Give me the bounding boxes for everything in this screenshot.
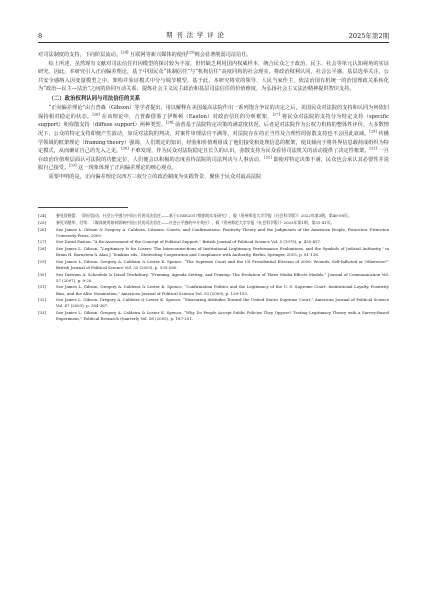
footnote-text: See James L. Gibson, “Legitimacy Is for Losers: The Interconnections of Institutional Legitimacy, Performance Evaluations, and the Symbols of Judicial Authority,” in Brian H. Bornstein & Alan J. Tomkins eds., Motivating Cooperation and Compliance with Authority, Berlin: Springer, 2015, p. 81-116.	[56, 246, 389, 258]
section-heading: （二）政治权利认同与司法信任的关系	[48, 95, 141, 102]
footnote-ref[interactable]: [29]	[369, 129, 377, 134]
running-header	[38, 32, 389, 40]
paragraph-2: 综上所述，虽然现有文献对司法信任归因模型的探讨较为丰富，但仍缺乏利用国内权威样本，统合民众之于政治、民主、社会等单元认知视角的实证研究。因此，本研究引入正向偏差理论，基于中国民众“体制信任”与“机构信任”高度同构的社会现实，将政治权利认同、社会公平感、基层选举关注、公共安全感纳入因变量模型之中，架构并验证模式中分与调节模型。基于此，本研究将党的领导、人民当家作主、依法治国有机统一的治国理政关系转化为“政治—民主—法治”之间的协同互动关系，提炼社会主义民主政治和基层司法信任的价值维度，为弘扬社会主义法治精神提供智识支持。	[38, 60, 389, 93]
footnote-item	[38, 246, 389, 258]
footnote-number: [29]	[38, 258, 46, 264]
footnote-item	[38, 239, 389, 245]
footnote-number: [30]	[38, 271, 46, 277]
footnote-item	[38, 284, 389, 296]
footnote-item	[38, 310, 389, 322]
footnote-text: See David Easton, “A Re-Assessment of the Concept of Political Support,” British Journal of Political Science Vol. 5 (1975), p. 435-457.	[56, 239, 322, 245]
footnotes	[38, 213, 389, 322]
footnote-number: [28]	[38, 246, 46, 252]
footnote-ref[interactable]: [30]	[121, 146, 129, 151]
footnote-item	[38, 227, 389, 239]
page-number: 8	[38, 32, 43, 40]
footnote-number: [25]	[38, 219, 46, 225]
footnote-ref[interactable]: [25]	[187, 50, 195, 55]
paragraph-1: 对司法制度的支持，下向阶层流动。[24] 互联网等新兴媒体的使用[25]则会显著削弱司法信任。	[38, 50, 252, 58]
article-body	[38, 51, 389, 181]
footnote-item	[38, 213, 389, 219]
paragraph-3: “正向偏差理论”由吉普森（Gibson）等学者提出，用以解释在美国最高法院作出一系列饱含争议的决定之后，美国民众对法院的支持和认同为何依旧保持相对稳定的状态。[26] 在该理论中，吉普森借鉴了伊斯顿（Easton）对政治信任的分析框架，[27] 将民众对法院的支持分为特定支持（specific support）和弥散支持（diffuse support）两种类型。[28] 前者基于法院特定决策的满意度状况，后者是对法院作为公权力机构的整体性评价。大多数情况下，公众的特定支持即便产生波动，如反对法院的判决，对案件审理法官不满等，对法院存在的正当性及合理性的弥散支持也不会因此衰减。[29] 传播学领域的框架理论（framing theory）强调，人们既定的知识、经验和价值观组成了他们接受和处理信息的框架，使其倾向于将外界信息载荷成组织为特定模式，从而确证自己的先入之见。[30] 不难发现，作为民众对法院稳定且长久的认识，弥散支持为民众看待司法机关的活动提供了决定性框架。[31] 一旦在政治价值观层面认可法院的功能定位，人们便会以积极的态度看待法院的司法判决与人事活动，[32] 即使对特定决策不满，民众也会承认其必要性并说服自己接受。[33] 这一现象体现了正向偏差理论的核心观点。	[38, 105, 389, 172]
footnote-ref[interactable]: [32]	[264, 154, 272, 159]
header-rule	[38, 42, 389, 43]
footnote-separator	[38, 207, 128, 208]
paragraph-4: 需要申明的是，正向偏差理论以西方三权分立的政治制度为实践背景，聚焦于民众对最高法院	[48, 173, 262, 180]
footnote-text: See James L. Gibson, Gregory A. Caldeira & Lester K. Spence, “Why Do People Accept Public Policies They Oppose? Testing Legitimacy Theory with a Survey-Based Experiment,” Political Research Quarterly Vol. 58 (2005), p. 187-201.	[56, 310, 389, 322]
footnote-text: See James L. Gibson & Gregory A. Caldeira, Citizens, Courts, and Confirmations: Positivity Theory and the Judgments of the American People, Princeton: Princeton University Press, 2009.	[56, 226, 389, 238]
footnote-number: [27]	[38, 239, 46, 245]
footnote-number: [32]	[38, 297, 46, 303]
footnote-item	[38, 297, 389, 309]
footnote-ref[interactable]: [31]	[369, 146, 377, 151]
footnote-item	[38, 272, 389, 284]
footnote-number: [31]	[38, 284, 46, 290]
footnote-text: 参见贺晓蕾：《阶层流动、社会公平感与中国公民的司法信任——基于CGSS2017数据的实证研究》，载《贵州师范大学学报（社会科学版）》2022年第3期，第46-58页。	[56, 213, 352, 219]
footnote-ref[interactable]: [26]	[92, 112, 100, 117]
footnote-text: See James L. Gibson, Gregory A. Caldeira & Lester K. Spence, “Confirmation Politics and the Legitimacy of the U. S. Supreme Court: Institutional Loyalty, Positivity Bias, and the Alito Nomination,” American Journal of Political Science Vol. 53 (2009), p. 139-155.	[56, 284, 389, 296]
footnote-number: [26]	[38, 226, 46, 232]
issue-label: 2025年第2期	[348, 32, 389, 40]
footnote-item	[38, 220, 389, 226]
journal-title: 期 刊 法 学 评 论	[165, 32, 225, 39]
footnote-text: 参见刘建华、付荣：《媒体使用如何影响中国公民的司法信任——社会公平感的中介效应》，载《贵州师范大学学报（社会科学版）》2023年第1期，第31-41页。	[56, 219, 335, 225]
footnote-text: See James L. Gibson, Gregory A. Caldeira & Lester K. Spence, “Measuring Attitudes Toward the United States Supreme Court,” American Journal of Political Science Vol. 47 (2003), p. 354-367.	[56, 297, 389, 309]
footnote-ref[interactable]: [24]	[121, 50, 129, 55]
footnote-item	[38, 259, 389, 271]
footnote-ref[interactable]: [33]	[69, 163, 77, 168]
footnote-number: [33]	[38, 310, 46, 315]
footnote-text: See James L. Gibson, Gregory A. Caldeira & Lester K. Spence, “The Supreme Court and the US Presidential Election of 2000: Wounds, Self-Inflicted or Otherwise?” British Journal of Political Science Vol. 33 (2003), p. 535-556.	[56, 258, 389, 270]
footnote-ref[interactable]: [27]	[272, 112, 280, 117]
footnote-number: [24]	[38, 213, 46, 219]
footnote-text: See Dietram A. Scheufele & David Tewksbury, “Framing, Agenda Setting, and Priming: The Evolution of Three Media Effects Models,” Journal of Communication Vol. 57 (2007), p. 9-20.	[56, 271, 389, 283]
footnote-ref[interactable]: [28]	[166, 120, 174, 125]
